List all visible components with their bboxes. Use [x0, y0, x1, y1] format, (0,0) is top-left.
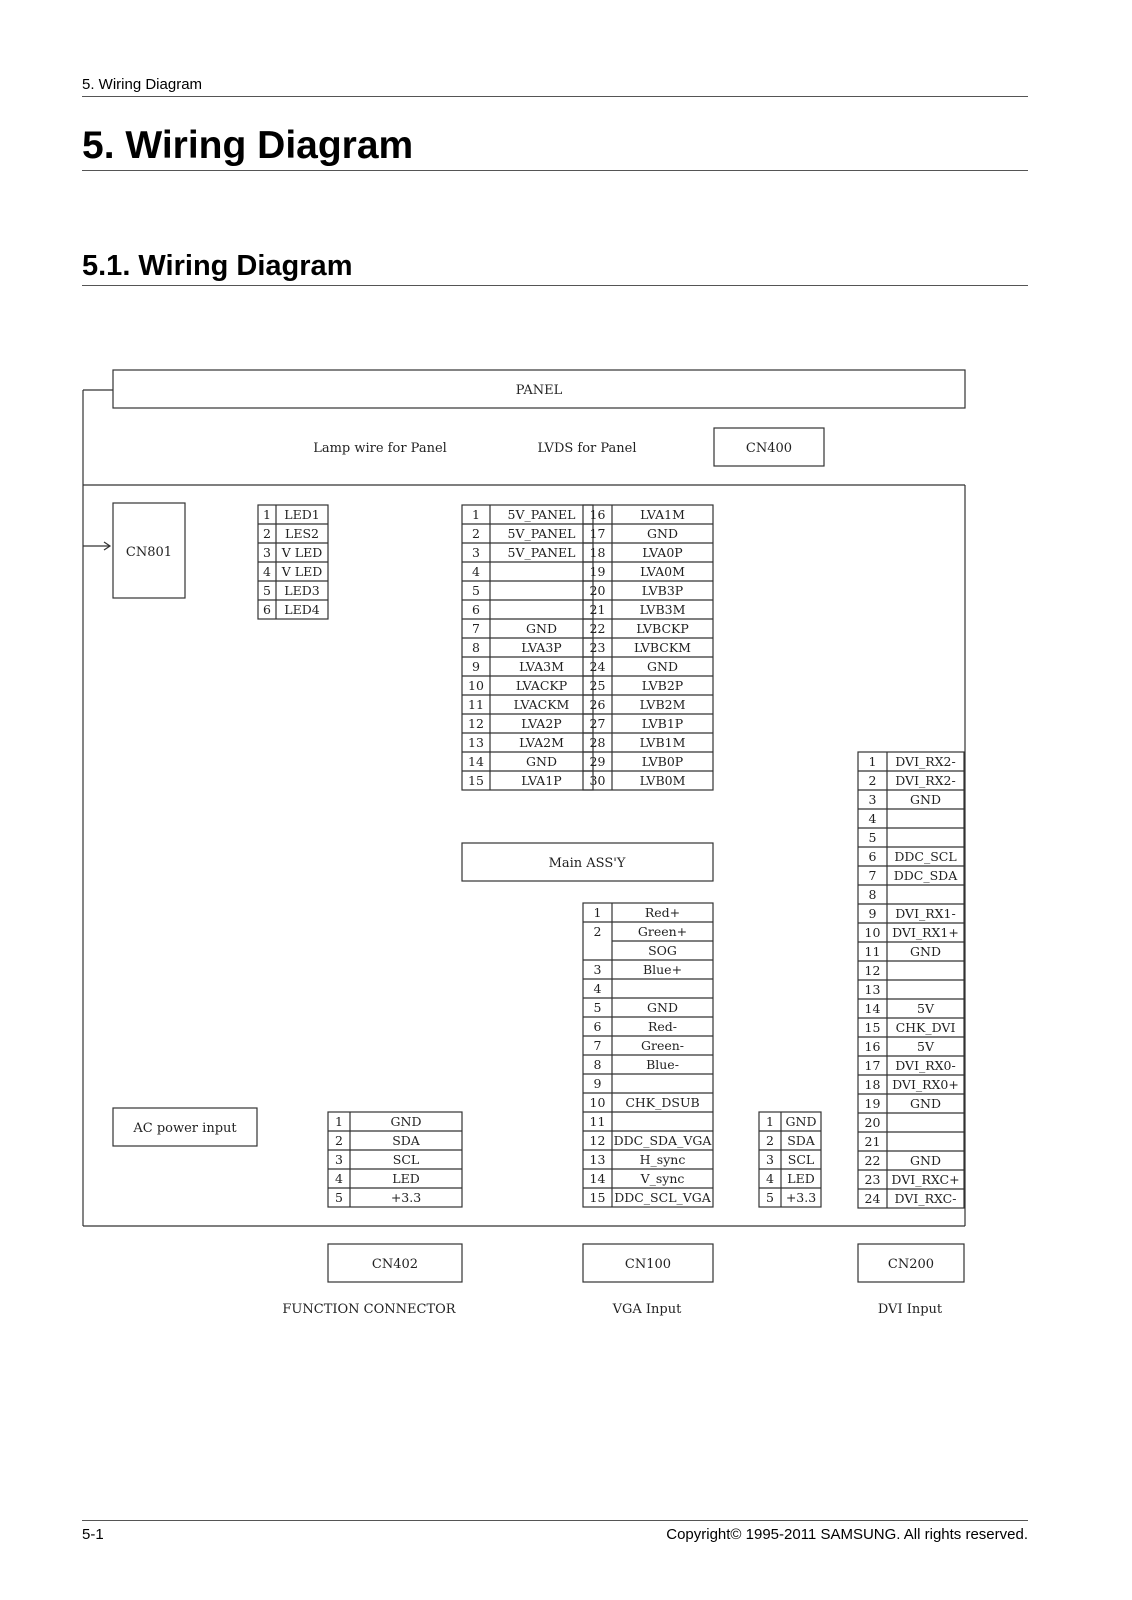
lvds-a-signal: LVA3P: [521, 640, 562, 655]
lvds-a-pin-number: 7: [472, 621, 480, 636]
function-signal: GND: [390, 1114, 422, 1129]
dvi-row: [869, 906, 956, 921]
dvi-row: [865, 1020, 956, 1035]
lvds-b-row: [590, 640, 692, 655]
vga-pin-number: 5: [593, 1000, 602, 1015]
lvds-b-pin-number: 23: [589, 640, 606, 655]
function-connector-label: FUNCTION CONNECTOR: [282, 1302, 456, 1317]
function-row: [335, 1152, 419, 1167]
vga-pin-number: 12: [589, 1133, 606, 1148]
lvds-a-pin-number: 6: [472, 602, 480, 617]
function-signal: SDA: [392, 1133, 420, 1148]
lvds-a-row: [472, 507, 575, 522]
small-row: [766, 1171, 815, 1186]
lvds-a-signal: 5V_PANEL: [507, 545, 576, 560]
lvds-b-row: [590, 583, 684, 598]
lvds-a-row: [472, 640, 562, 655]
vga-pin-table: [583, 903, 713, 1207]
dvi-row: [869, 830, 877, 845]
vga-signal: Blue-: [646, 1057, 679, 1072]
lvds-b-row: [590, 735, 686, 750]
lvds-b-pin-number: 21: [589, 602, 606, 617]
function-pin-number: 2: [335, 1133, 343, 1148]
dvi-pin-number: 22: [864, 1153, 881, 1168]
dvi-row: [865, 1039, 935, 1054]
vga-row: [594, 905, 681, 920]
lvds-a-row: [468, 678, 567, 693]
lvds-pin-table-a: [462, 505, 593, 790]
vga-signal: CHK_DSUB: [625, 1095, 700, 1110]
cn200-label: CN200: [887, 1257, 935, 1272]
dvi-pin-table: [858, 752, 964, 1208]
dvi-row: [865, 1001, 935, 1016]
lvds-a-signal: LVA1P: [521, 773, 562, 788]
dvi-row: [865, 1172, 960, 1187]
lvds-b-row: [590, 507, 686, 522]
function-signal: SCL: [392, 1152, 420, 1167]
cn100-label: CN100: [624, 1257, 672, 1272]
vga-row: [594, 924, 688, 939]
dvi-pin-number: 18: [864, 1077, 881, 1092]
dvi-pin-number: 16: [864, 1039, 881, 1054]
main-assy-label: Main ASS'Y: [548, 856, 626, 871]
cn801-signal: LES2: [285, 526, 319, 541]
lvds-b-row: [590, 564, 686, 579]
lvds-a-row: [472, 602, 480, 617]
dvi-pin-number: 23: [864, 1172, 881, 1187]
small-pin-table: [759, 1112, 821, 1207]
dvi-pin-number: 12: [864, 963, 881, 978]
ac-power-label: AC power input: [133, 1121, 237, 1136]
lvds-a-pin-number: 2: [472, 526, 480, 541]
small-pin-number: 3: [766, 1152, 774, 1167]
lvds-b-signal: GND: [647, 659, 678, 674]
vga-pin-number: 7: [593, 1038, 602, 1053]
dvi-pin-number: 21: [864, 1134, 881, 1149]
vga-signal: Green-: [640, 1038, 685, 1053]
cn801-signal: V LED: [281, 545, 323, 560]
dvi-row: [865, 944, 941, 959]
function-row: [335, 1114, 421, 1129]
dvi-row: [865, 925, 959, 940]
dvi-signal: DVI_RX0-: [895, 1058, 956, 1073]
small-signal: LED: [787, 1171, 815, 1186]
dvi-signal: DVI_RX1-: [895, 906, 956, 921]
cn801-row: [263, 545, 322, 560]
running-header: 5. Wiring Diagram: [82, 76, 203, 93]
small-signal: SCL: [787, 1152, 815, 1167]
dvi-row: [865, 1077, 959, 1092]
dvi-row: [869, 811, 877, 826]
lvds-b-pin-number: 16: [589, 507, 606, 522]
cn801-pin-number: 1: [263, 507, 271, 522]
copyright: Copyright© 1995-2011 SAMSUNG. All rights reserved.: [666, 1526, 1028, 1543]
cn801-row: [263, 507, 320, 522]
lvds-b-signal: GND: [647, 526, 678, 541]
lvds-b-pin-number: 17: [589, 526, 606, 541]
cn801-pin-number: 6: [263, 602, 271, 617]
small-signal: GND: [785, 1114, 817, 1129]
lvds-b-signal: LVA1M: [640, 507, 685, 522]
vga-signal: GND: [647, 1000, 678, 1015]
lvds-b-pin-number: 19: [589, 564, 606, 579]
dvi-pin-number: 20: [864, 1115, 881, 1130]
cn801-signal: LED3: [284, 583, 320, 598]
small-pin-number: 4: [766, 1171, 774, 1186]
vga-signal: Green+: [637, 924, 688, 939]
page-number: 5-1: [82, 1526, 104, 1543]
small-pin-number: 5: [766, 1190, 774, 1205]
lvds-b-signal: LVB0M: [639, 773, 686, 788]
lvds-a-row: [468, 754, 557, 769]
lvds-b-pin-number: 27: [589, 716, 606, 731]
lvds-a-row: [472, 564, 480, 579]
vga-signal: Blue+: [642, 962, 683, 977]
dvi-pin-number: 6: [868, 849, 877, 864]
lvds-a-row: [472, 621, 557, 636]
vga-pin-number: 15: [589, 1190, 606, 1205]
vga-row: [594, 1019, 678, 1034]
dvi-signal: GND: [910, 1096, 941, 1111]
cn801-signal: V LED: [281, 564, 323, 579]
lvds-a-row: [472, 659, 564, 674]
cn801-pin-number: 4: [263, 564, 271, 579]
vga-row: [590, 1095, 700, 1110]
dvi-signal: GND: [910, 1153, 941, 1168]
dvi-pin-number: 10: [864, 925, 881, 940]
dvi-pin-number: 13: [864, 982, 881, 997]
cn801-row: [263, 583, 320, 598]
lvds-a-pin-number: 11: [468, 697, 484, 712]
lvds-a-pin-number: 10: [468, 678, 484, 693]
cn801-pin-number: 2: [263, 526, 271, 541]
lvds-b-pin-number: 25: [589, 678, 606, 693]
chapter-title: 5. Wiring Diagram: [82, 124, 414, 167]
small-signal: SDA: [787, 1133, 815, 1148]
dvi-row: [869, 792, 941, 807]
dvi-signal: DDC_SCL: [894, 849, 957, 864]
lamp-wire-label: Lamp wire for Panel: [313, 441, 447, 456]
lvds-a-signal: LVACKP: [515, 678, 568, 693]
lvds-a-signal: LVA2P: [521, 716, 562, 731]
vga-row: [590, 1152, 686, 1167]
cn801-pin-number: 5: [263, 583, 271, 598]
vga-pin-number: 10: [589, 1095, 606, 1110]
dvi-signal: 5V: [917, 1039, 934, 1054]
cn801-row: [263, 564, 322, 579]
lvds-b-signal: LVB2P: [641, 678, 684, 693]
dvi-signal: CHK_DVI: [895, 1020, 956, 1035]
cn801-signal: LED1: [284, 507, 320, 522]
lvds-b-row: [590, 621, 689, 636]
lvds-b-row: [590, 678, 684, 693]
lvds-a-row: [472, 526, 575, 541]
dvi-row: [865, 1058, 956, 1073]
lvds-a-pin-number: 4: [472, 564, 480, 579]
dvi-pin-number: 2: [868, 773, 877, 788]
dvi-signal: GND: [910, 792, 941, 807]
cn801-signal: LED4: [284, 602, 320, 617]
lvds-a-signal: 5V_PANEL: [507, 507, 576, 522]
dvi-signal: DDC_SDA: [893, 868, 958, 883]
lvds-a-signal: GND: [526, 754, 557, 769]
dvi-signal: 5V: [917, 1001, 934, 1016]
lvds-b-signal: LVB3M: [639, 602, 686, 617]
vga-pin-number: 14: [589, 1171, 606, 1186]
vga-row: [594, 1076, 602, 1091]
lvds-b-row: [590, 526, 678, 541]
lvds-b-pin-number: 22: [589, 621, 606, 636]
lvds-a-pin-number: 14: [468, 754, 484, 769]
footer-rule: [82, 1520, 1028, 1521]
lvds-b-pin-number: 30: [589, 773, 606, 788]
dvi-pin-number: 14: [864, 1001, 881, 1016]
dvi-row: [869, 868, 959, 883]
lvds-b-pin-number: 29: [589, 754, 606, 769]
lvds-a-row: [472, 545, 575, 560]
dvi-row: [865, 1134, 881, 1149]
dvi-signal: GND: [910, 944, 941, 959]
lvds-a-pin-number: 1: [472, 507, 480, 522]
dvi-signal: DVI_RX1+: [892, 925, 959, 940]
dvi-row: [865, 1096, 941, 1111]
lvds-a-row: [468, 773, 562, 788]
function-pin-number: 3: [335, 1152, 343, 1167]
lvds-a-pin-number: 5: [472, 583, 480, 598]
small-row: [766, 1152, 814, 1167]
cn801-row: [263, 526, 319, 541]
lvds-b-row: [590, 697, 686, 712]
lvds-b-row: [590, 773, 686, 788]
lvds-b-pin-number: 20: [589, 583, 606, 598]
function-pin-number: 4: [335, 1171, 343, 1186]
lvds-b-row: [590, 602, 686, 617]
vga-pin-number: 3: [593, 962, 602, 977]
dvi-row: [865, 1115, 881, 1130]
lvds-a-row: [468, 735, 564, 750]
vga-row: [594, 981, 602, 996]
lvds-a-pin-number: 13: [468, 735, 484, 750]
vga-signal: Red+: [644, 905, 681, 920]
function-signal: +3.3: [390, 1190, 422, 1205]
lvds-a-signal: LVA2M: [519, 735, 564, 750]
dvi-signal: DVI_RXC+: [891, 1172, 960, 1187]
vga-row: [594, 1000, 678, 1015]
vga-pin-number: 4: [593, 981, 602, 996]
cn400-label: CN400: [745, 441, 793, 456]
cn801-row: [263, 602, 320, 617]
vga-row: [590, 1114, 606, 1129]
dvi-row: [865, 1153, 941, 1168]
small-pin-number: 2: [766, 1133, 774, 1148]
dvi-pin-number: 4: [868, 811, 877, 826]
lvds-b-signal: LVBCKP: [636, 621, 689, 636]
lvds-b-signal: LVB1M: [639, 735, 686, 750]
vga-pin-number: 2: [593, 924, 602, 939]
dvi-pin-number: 19: [864, 1096, 881, 1111]
function-row: [335, 1133, 421, 1148]
lvds-b-signal: LVA0M: [640, 564, 685, 579]
lvds-a-pin-number: 9: [472, 659, 480, 674]
dvi-row: [869, 754, 956, 769]
lvds-a-pin-number: 8: [472, 640, 480, 655]
dvi-pin-number: 11: [864, 944, 881, 959]
vga-row: [594, 962, 683, 977]
function-row: [335, 1171, 420, 1186]
small-row: [766, 1133, 816, 1148]
small-row: [766, 1114, 816, 1129]
panel-label: PANEL: [515, 383, 563, 398]
vga-signal: V_sync: [640, 1171, 685, 1186]
vga-row: [590, 1171, 685, 1186]
lvds-b-row: [590, 659, 678, 674]
dvi-pin-number: 7: [868, 868, 877, 883]
vga-signal: H_sync: [639, 1152, 686, 1167]
function-signal: LED: [392, 1171, 420, 1186]
vga-row: [594, 1038, 684, 1053]
function-row: [335, 1190, 421, 1205]
vga-pin-number: 9: [593, 1076, 602, 1091]
vga-pin-number: 1: [593, 905, 602, 920]
dvi-pin-number: 15: [864, 1020, 881, 1035]
lvds-a-pin-number: 15: [468, 773, 484, 788]
dvi-input-label: DVI Input: [877, 1302, 943, 1317]
dvi-signal: DVI_RXC-: [894, 1191, 957, 1206]
vga-input-label: VGA Input: [612, 1302, 682, 1317]
dvi-pin-number: 17: [864, 1058, 881, 1073]
vga-row: [648, 943, 677, 958]
dvi-row: [865, 963, 881, 978]
function-pin-number: 5: [335, 1190, 343, 1205]
vga-pin-number: 11: [589, 1114, 606, 1129]
lvds-a-pin-number: 3: [472, 545, 480, 560]
lvds-pin-table-b: [583, 505, 713, 790]
dvi-signal: DVI_RX2-: [895, 754, 956, 769]
dvi-pin-number: 8: [868, 887, 877, 902]
lvds-b-signal: LVB0P: [641, 754, 684, 769]
vga-pin-number: 13: [589, 1152, 606, 1167]
lvds-label: LVDS for Panel: [537, 441, 637, 456]
function-pin-table: [328, 1112, 462, 1207]
vga-pin-number: 8: [593, 1057, 602, 1072]
function-pin-number: 1: [335, 1114, 343, 1129]
dvi-row: [869, 849, 957, 864]
dvi-row: [865, 982, 881, 997]
vga-row: [594, 1057, 679, 1072]
cn402-label: CN402: [371, 1257, 419, 1272]
vga-pin-number: 6: [593, 1019, 602, 1034]
lvds-b-pin-number: 26: [589, 697, 606, 712]
lvds-b-signal: LVB2M: [639, 697, 686, 712]
dvi-pin-number: 1: [868, 754, 877, 769]
vga-signal: DDC_SCL_VGA: [614, 1190, 711, 1205]
cn801-pin-table: [258, 505, 328, 619]
lvds-b-signal: LVB3P: [641, 583, 684, 598]
dvi-pin-number: 3: [868, 792, 877, 807]
lvds-a-row: [468, 716, 562, 731]
lvds-a-signal: 5V_PANEL: [507, 526, 576, 541]
lvds-b-row: [590, 545, 683, 560]
lvds-a-signal: LVACKM: [513, 697, 570, 712]
lvds-a-row: [472, 583, 480, 598]
small-pin-number: 1: [766, 1114, 774, 1129]
lvds-a-row: [468, 697, 570, 712]
vga-signal: DDC_SDA_VGA: [613, 1133, 712, 1148]
vga-signal: Red-: [647, 1019, 678, 1034]
dvi-row: [869, 773, 956, 788]
dvi-pin-number: 24: [864, 1191, 881, 1206]
small-row: [766, 1190, 816, 1205]
dvi-signal: DVI_RX0+: [892, 1077, 959, 1092]
section-title: 5.1. Wiring Diagram: [82, 250, 353, 282]
lvds-b-signal: LVB1P: [641, 716, 684, 731]
lvds-b-pin-number: 28: [589, 735, 606, 750]
dvi-row: [865, 1191, 957, 1206]
lvds-b-pin-number: 18: [589, 545, 606, 560]
lvds-b-row: [590, 754, 684, 769]
dvi-signal: DVI_RX2-: [895, 773, 956, 788]
lvds-b-pin-number: 24: [589, 659, 606, 674]
lvds-b-signal: LVA0P: [642, 545, 683, 560]
small-signal: +3.3: [785, 1190, 817, 1205]
dvi-row: [869, 887, 877, 902]
vga-signal: SOG: [648, 943, 677, 958]
lvds-a-signal: GND: [526, 621, 557, 636]
dvi-pin-number: 9: [868, 906, 877, 921]
cn801-label: CN801: [125, 545, 173, 560]
lvds-b-signal: LVBCKM: [634, 640, 691, 655]
lvds-a-signal: LVA3M: [519, 659, 564, 674]
vga-row: [590, 1133, 713, 1148]
vga-row: [590, 1190, 712, 1205]
lvds-a-pin-number: 12: [468, 716, 484, 731]
lvds-b-row: [590, 716, 684, 731]
cn801-pin-number: 3: [263, 545, 271, 560]
dvi-pin-number: 5: [868, 830, 877, 845]
